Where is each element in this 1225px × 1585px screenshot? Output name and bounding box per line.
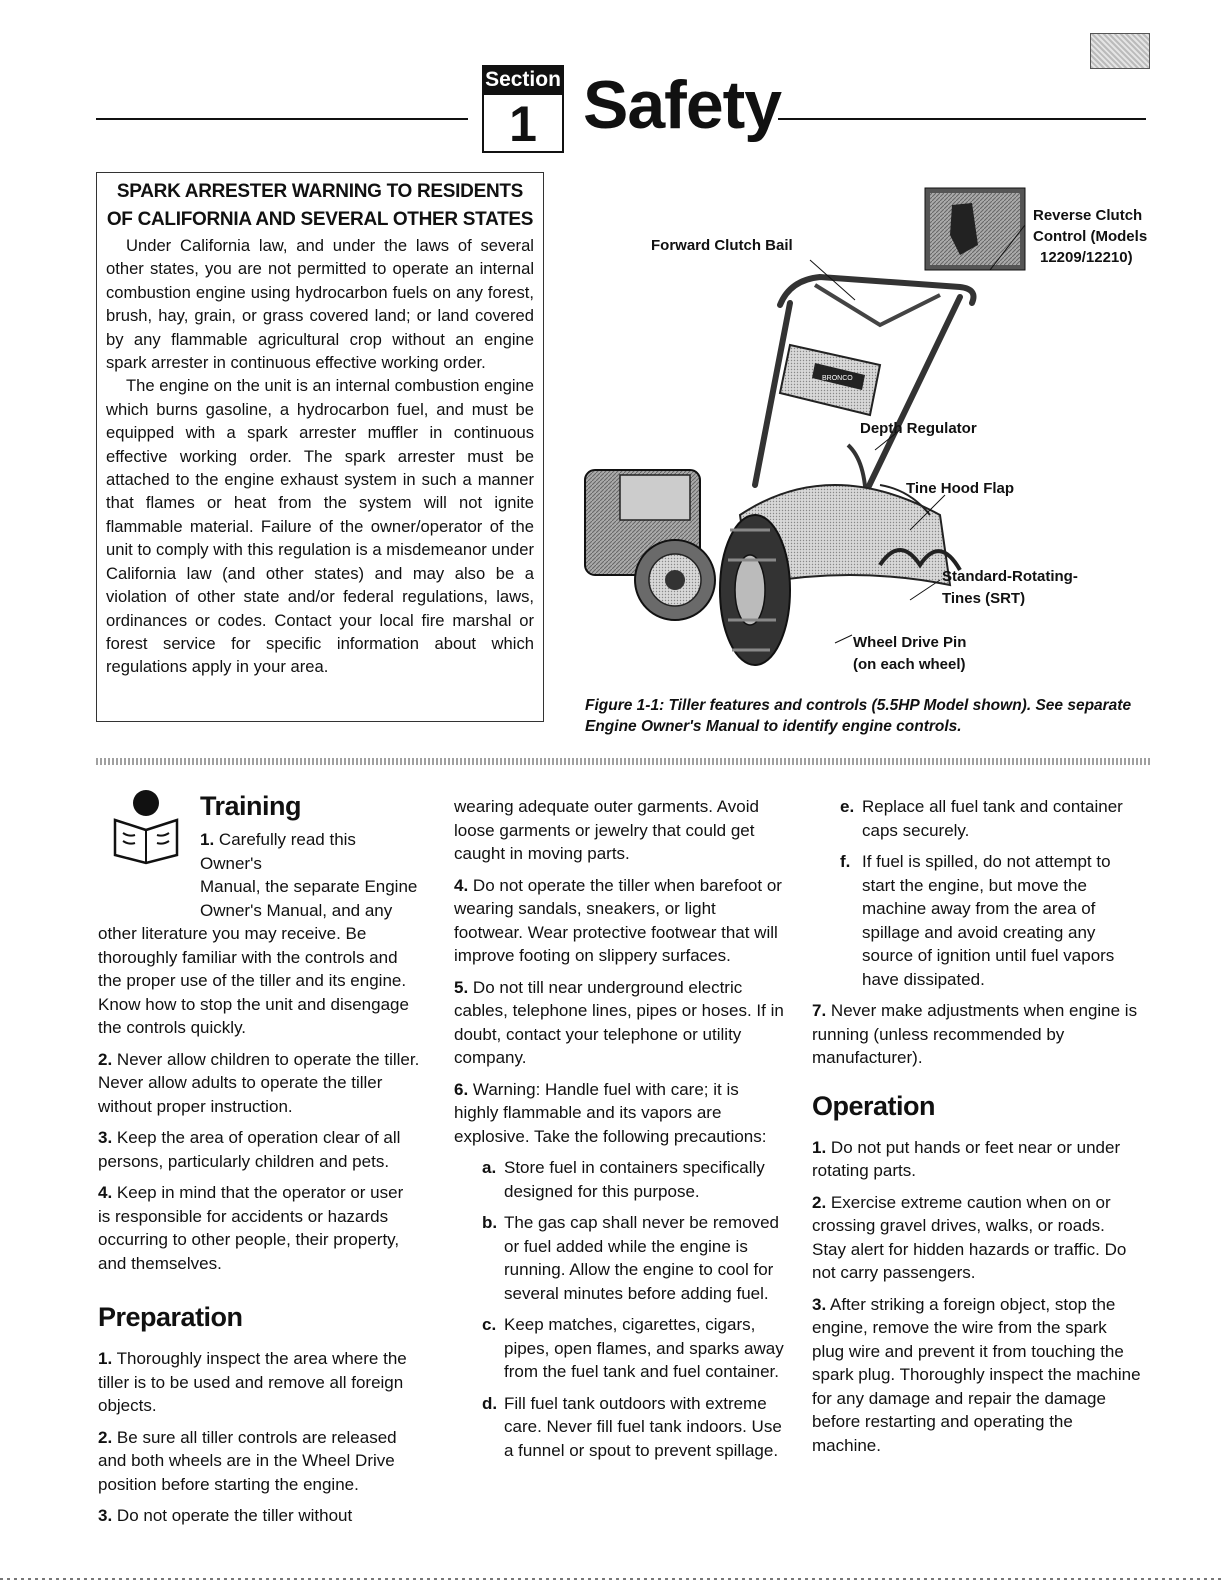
- control-panel: [780, 345, 880, 415]
- forward-clutch-bail: [815, 285, 940, 325]
- training-item-4: 4. Keep in mind that the operator or user is responsible for accidents or hazards occurring to other people, their property, and themselves.: [98, 1183, 404, 1273]
- operation-item-3: 3. After striking a foreign object, stop the engine, remove the wire from the spark plug wire and prevent it from touching the spark plug. Thoroughly inspect the machine for any damage and repair the damage before restarting and operating the machine.: [812, 1294, 1141, 1455]
- section-badge: [482, 65, 564, 153]
- preparation-item-2: 2. Be sure all tiller controls are released and both wheels are in the Wheel Drive position before starting the engine.: [98, 1427, 397, 1494]
- fuel-precaution-e: e. Replace all fuel tank and container caps securely.: [840, 797, 1123, 840]
- warning-paragraph-2: The engine on the unit is an internal combustion engine which burns gasoline, a hydrocarbon fuel, and must be equipped with a spark arrester muffler in continuous effective working order. The spark arrester must be attached to the engine exhaust system in such a manner that flames or heat from the system will not ignite flammable material. Failure of the owner/operator of the unit to comply with this regulation is a misdemeanor under California law (and other states) and may also be a violation of other state and/or federal regulations, laws, ordinances or codes. Contact your local fire marshal or forest service for specific information about which regulations apply in your area.: [106, 376, 534, 677]
- fuel-precaution-d: d. Fill fuel tank outdoors with extreme care. Never fill fuel tank indoors. Use a funnel or spout to prevent spillage.: [482, 1393, 782, 1460]
- column-right: [812, 795, 1142, 1465]
- bottom-scan-edge: [0, 1578, 1225, 1580]
- training-item-3: 3. Keep the area of operation clear of all persons, particularly children and pets.: [98, 1128, 401, 1171]
- warning-heading-line2: OF CALIFORNIA AND SEVERAL OTHER STATES: [106, 209, 534, 230]
- middle-continuation: wearing adequate outer garments. Avoid loose garments or jewelry that could get caught in moving parts.: [454, 797, 759, 863]
- training-item1-rest: other literature you may receive. Be thoroughly familiar with the controls and the proper use of the tiller and its engine. Know how to stop the unit and disengage the controls quickly.: [98, 924, 409, 1037]
- label-wheel-drive-pin-line1: Wheel Drive Pin: [853, 634, 967, 651]
- middle-item-5: 5. Do not till near underground electric cables, telephone lines, pipes or hoses. If in doubt, contact your telephone or utility company.: [454, 977, 784, 1067]
- heading-preparation: Preparation: [98, 1302, 243, 1332]
- training-item1-line3: Owner's Manual, and any: [200, 900, 393, 920]
- warning-paragraph-1: Under California law, and under the laws of several other states, you are not permitted to operate an internal combustion engine using hydrocarbon fuels on any forest, brush, hay, grain, or grass covered land; or land covered by any flammable agricultural crop without an engine spark arrester in continuous effective working order.: [106, 236, 534, 373]
- fuel-precaution-a: a. Store fuel in containers specifically designed for this purpose.: [482, 1158, 765, 1201]
- label-tines-line2: Tines (SRT): [942, 590, 1026, 607]
- figure-caption: Figure 1-1: Tiller features and controls (5.5HP Model shown). See separate Engine Owner's Manual to identify engine controls.: [585, 697, 1132, 735]
- drive-wheel: [720, 515, 790, 665]
- brand-decal: BRONCO: [822, 375, 853, 382]
- fuel-precaution-f: f. If fuel is spilled, do not attempt to start the engine, but move the machine away from the area of spillage and avoid creating any source of ignition until fuel vapors have dissipated.: [840, 852, 1115, 989]
- training-item1-line1: Carefully read this Owner's: [200, 830, 356, 873]
- column-left: [98, 790, 420, 1536]
- engine: [585, 470, 715, 620]
- header-rule-right: [778, 118, 1146, 120]
- preparation-item-3: 3. Do not operate the tiller without: [98, 1506, 353, 1525]
- section-divider: [96, 758, 1151, 765]
- label-wheel-drive-pin-line2: (on each wheel): [853, 656, 966, 673]
- column-middle: [454, 795, 784, 1470]
- reverse-clutch-inset-photo: [925, 188, 1025, 270]
- header-rule-left: [96, 118, 468, 120]
- right-item-7: 7. Never make adjustments when engine is running (unless recommended by manufacturer).: [812, 1001, 1138, 1067]
- training-item-2: 2. Never allow children to operate the tiller. Never allow adults to operate the tiller without proper instruction.: [98, 1049, 420, 1116]
- page-title: Safety: [583, 67, 782, 143]
- training-item1-line2: Manual, the separate Engine: [200, 877, 418, 896]
- operation-item-1: 1. Do not put hands or feet near or under rotating parts.: [812, 1137, 1121, 1180]
- warning-body: [106, 234, 534, 679]
- label-reverse-clutch-line2: Control (Models: [1033, 228, 1148, 245]
- label-forward-clutch-bail: Forward Clutch Bail: [651, 237, 793, 254]
- label-depth-regulator: Depth Regulator: [860, 420, 977, 437]
- label-tine-hood-flap: Tine Hood Flap: [906, 480, 1015, 497]
- warning-heading-line1: SPARK ARRESTER WARNING TO RESIDENTS: [116, 181, 524, 202]
- section-tab-label: Section: [482, 65, 564, 95]
- section-number: 1: [482, 95, 564, 153]
- preparation-item-1: 1. Thoroughly inspect the area where the tiller is to be used and remove all foreign objects.: [98, 1349, 407, 1415]
- corner-tab-marker: [1090, 33, 1150, 69]
- fuel-precaution-b: b. The gas cap shall never be removed or fuel added while the engine is running. Allow the engine to cool for several minutes before adding fuel.: [482, 1213, 779, 1303]
- fuel-precaution-c: c. Keep matches, cigarettes, cigars, pipes, open flames, and sparks away from the fuel tank and fuel container.: [482, 1315, 784, 1381]
- label-reverse-clutch-line3: 12209/12210): [1040, 249, 1133, 266]
- training-item1-num: 1.: [200, 830, 215, 849]
- label-tines-line1: Standard-Rotating-: [942, 568, 1078, 585]
- middle-item-4: 4. Do not operate the tiller when barefoot or wearing sandals, sneakers, or light footwear. Wear protective footwear that will improve footing on slippery surfaces.: [454, 875, 782, 965]
- heading-operation: Operation: [812, 1090, 936, 1121]
- label-reverse-clutch-line1: Reverse Clutch: [1033, 207, 1143, 224]
- operation-item-2: 2. Exercise extreme caution when on or crossing gravel drives, walks, or roads. Stay alert for hidden hazards or traffic. Do not carry passengers.: [812, 1192, 1127, 1282]
- heading-training: Training: [200, 791, 302, 821]
- middle-item-6: 6. Warning: Handle fuel with care; it is highly flammable and its vapors are explosive. Take the following precautions:: [454, 1079, 767, 1146]
